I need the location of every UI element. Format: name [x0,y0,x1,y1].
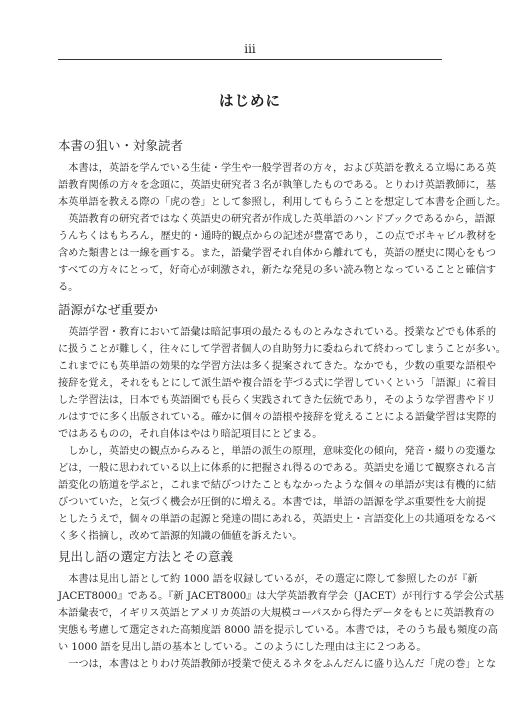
text-line: 語変化の筋道を学ぶと，これまで結びつけたこともなかったような個々の単語が実は有機的に結 [58,480,497,491]
section-heading: 見出し語の選定方法とその意義 [58,549,234,564]
text-line: すべての方々にとって，好奇心が刺激され，新たな発見の多い読み物となっていることと確信す [58,265,497,276]
text-line: 一つは，本書はとりわけ英語教師が授業で使えるネタをふんだんに盛り込んだ「虎の巻」とな [68,659,497,670]
text-line: これまでにも英単語の効果的な学習方法は多く提案されてきた。なかでも，少数の重要な語根や [58,361,497,372]
section-heading: 本書の狙い・対象読者 [58,138,184,153]
paragraph [58,443,497,545]
page-title: はじめに [219,94,281,110]
text-line: 語教育関係の方々を念頭に，英語史研究者３名が執筆したものである。とりわけ英語教師に，基 [58,180,497,191]
text-line: びついていた，と気づく機会が圧倒的に増える。本書では，単語の語源を学ぶ重要性を大前提 [58,497,486,508]
paragraph [58,571,504,656]
text-line: ではあるものの，それ自体はやはり暗記項目にとどまる。 [58,429,323,440]
paragraph [58,160,506,211]
text-line: どは，一般に思われている以上に体系的に把握され得るのである。英語史を通じて観察される言 [58,463,497,474]
text-line: しかし，英語史の観点からみると，単語の派生の原理，意味変化の傾向，発音・綴りの変遷な [68,446,497,457]
text-line: JACET8000』である。『新 JACET8000』は大学英語教育学会（JACET）が刊行する学会公式基 [58,591,504,602]
text-line: 英語学習・教育において語彙は暗記事項の最たるものとみなされている。授業などでも体系的 [68,327,497,338]
text-line: 本書は，英語を学んでいる生徒・学生や一般学習者の方々，および英語を教える立場にある英 [68,163,497,174]
page-number: iii [58,42,442,60]
text-line: る。 [58,282,79,293]
text-line: した学習法は，日本でも英語圏でも長らく実践されてきた伝統であり，そのような学習書やドリ [58,395,496,406]
text-line: としたうえで，個々の単語の起源と発達の間にあれる，英語史上・言語変化上の共通項をなるべ [58,514,496,525]
text-line: く多く指摘し，改めて語源的知識の価値を訴えたい。 [58,531,303,542]
text-line: 含めた類書とは一線を画する。また，語彙学習それ自体から離れても，英語の歴史に関心をもつ [58,248,497,259]
text-line: 実態も考慮して選定された高頻度語 8000 語を提示している。本書では，そのうち最も頻度の高 [58,625,498,636]
text-line: い 1000 語を見出し語の基本としている。このようにした理由は主に２つある。 [58,642,427,653]
text-line: 本英単語を教える際の「虎の巻」として参照し，利用してもらうことを想定して本書を企画した。 [58,197,506,208]
text-line: ルはすでに多く出版されている。確かに個々の語根や接辞を覚えることによる語彙学習は実際的 [58,412,497,423]
text-line: 本語彙表で，イギリス英語とアメリカ英語の大規模コーパスから得たデータをもとに英語教育の [58,608,495,619]
text-line: に扱うことが難しく，往々にして学習者個人の自助努力に委ねられて終わってしまうことが多い。 [58,344,506,355]
text-line: 接辞を覚え，それをもとにして派生語や複合語を芋づる式に学習していくという「語源」に着目 [58,378,497,389]
paragraph [58,324,506,443]
text-line: うんちくはもちろん，歴史的・通時的観点からの記述が豊富であり，この点でボキャビル教材を [58,231,497,242]
paragraph [58,211,497,296]
paragraph [58,656,497,673]
text-line: 英語教育の研究者ではなく英語史の研究者が作成した英単語のハンドブックであるから，語源 [68,214,496,225]
text-line: 本書は見出し語として約 1000 語を収録しているが，その選定に際して参照したのが『新 [68,574,478,585]
section-heading: 語源がなぜ重要か [58,302,159,317]
